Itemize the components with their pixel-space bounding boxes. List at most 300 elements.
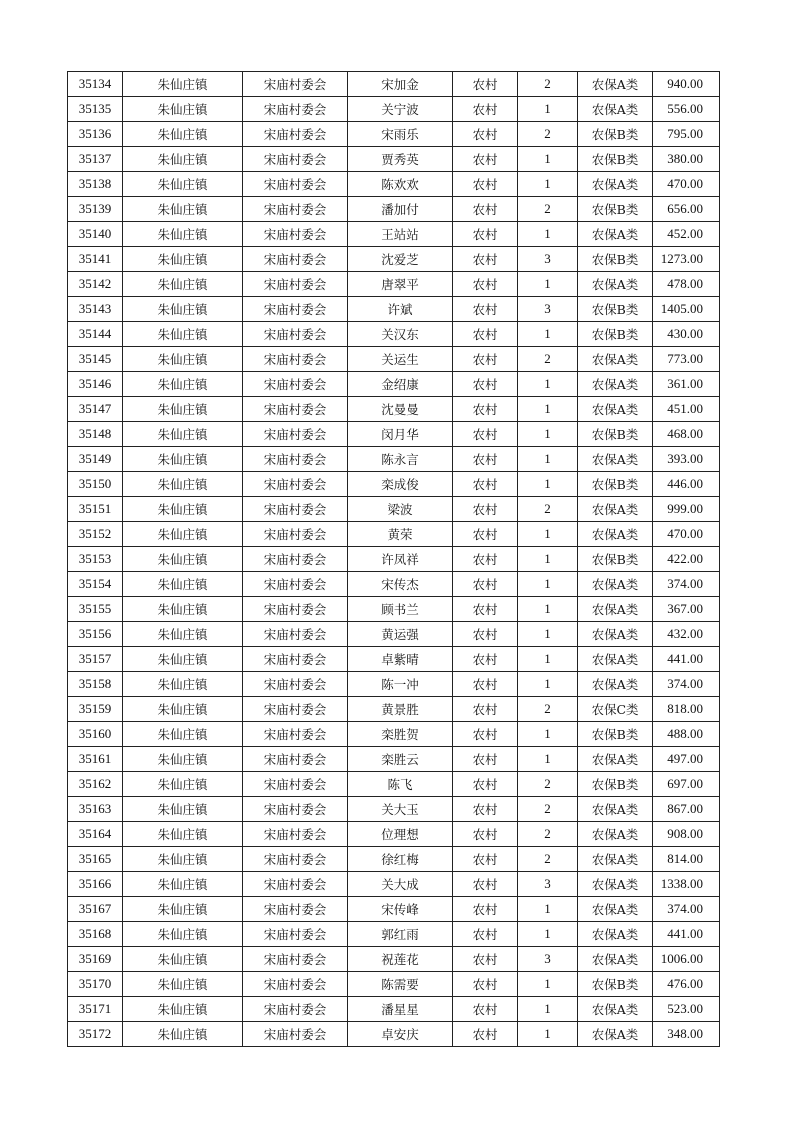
area-type-cell: 农村 <box>453 922 518 947</box>
table-row <box>68 797 720 822</box>
area-type-cell: 农村 <box>453 797 518 822</box>
person-name-cell: 陈欢欢 <box>348 172 453 197</box>
household-count-cell: 1 <box>518 272 578 297</box>
household-count-cell: 3 <box>518 947 578 972</box>
insurance-type-cell: 农保A类 <box>578 372 653 397</box>
village-committee-cell: 宋庙村委会 <box>243 647 348 672</box>
record-id-cell: 35161 <box>68 747 123 772</box>
village-committee-cell: 宋庙村委会 <box>243 97 348 122</box>
village-committee-cell: 宋庙村委会 <box>243 697 348 722</box>
insurance-type-cell: 农保A类 <box>578 522 653 547</box>
area-type-cell: 农村 <box>453 297 518 322</box>
insurance-type-cell: 农保B类 <box>578 472 653 497</box>
amount-cell: 470.00 <box>653 172 720 197</box>
town-cell: 朱仙庄镇 <box>123 222 243 247</box>
amount-cell: 940.00 <box>653 72 720 97</box>
household-count-cell: 1 <box>518 472 578 497</box>
town-cell: 朱仙庄镇 <box>123 672 243 697</box>
table-row <box>68 72 720 97</box>
insurance-type-cell: 农保A类 <box>578 597 653 622</box>
village-committee-cell: 宋庙村委会 <box>243 672 348 697</box>
table-row <box>68 122 720 147</box>
household-count-cell: 3 <box>518 247 578 272</box>
table-row <box>68 297 720 322</box>
record-id-cell: 35155 <box>68 597 123 622</box>
household-count-cell: 2 <box>518 797 578 822</box>
area-type-cell: 农村 <box>453 572 518 597</box>
table-row <box>68 497 720 522</box>
village-committee-cell: 宋庙村委会 <box>243 972 348 997</box>
table-row <box>68 922 720 947</box>
village-committee-cell: 宋庙村委会 <box>243 547 348 572</box>
insurance-type-cell: 农保A类 <box>578 397 653 422</box>
table-row <box>68 647 720 672</box>
record-id-cell: 35164 <box>68 822 123 847</box>
record-id-cell: 35138 <box>68 172 123 197</box>
insurance-type-cell: 农保A类 <box>578 497 653 522</box>
amount-cell: 818.00 <box>653 697 720 722</box>
village-committee-cell: 宋庙村委会 <box>243 722 348 747</box>
household-count-cell: 2 <box>518 847 578 872</box>
record-id-cell: 35158 <box>68 672 123 697</box>
table-row <box>68 847 720 872</box>
household-count-cell: 2 <box>518 497 578 522</box>
insurance-type-cell: 农保B类 <box>578 722 653 747</box>
table-row <box>68 672 720 697</box>
amount-cell: 1273.00 <box>653 247 720 272</box>
amount-cell: 814.00 <box>653 847 720 872</box>
insurance-type-cell: 农保A类 <box>578 847 653 872</box>
village-committee-cell: 宋庙村委会 <box>243 297 348 322</box>
person-name-cell: 许凤祥 <box>348 547 453 572</box>
insurance-type-cell: 农保A类 <box>578 647 653 672</box>
amount-cell: 380.00 <box>653 147 720 172</box>
person-name-cell: 位理想 <box>348 822 453 847</box>
town-cell: 朱仙庄镇 <box>123 272 243 297</box>
person-name-cell: 栾胜贺 <box>348 722 453 747</box>
table-row <box>68 547 720 572</box>
area-type-cell: 农村 <box>453 997 518 1022</box>
household-count-cell: 2 <box>518 822 578 847</box>
insurance-type-cell: 农保A类 <box>578 822 653 847</box>
area-type-cell: 农村 <box>453 972 518 997</box>
document-table-container <box>67 71 720 1047</box>
record-id-cell: 35152 <box>68 522 123 547</box>
village-committee-cell: 宋庙村委会 <box>243 347 348 372</box>
amount-cell: 430.00 <box>653 322 720 347</box>
amount-cell: 1006.00 <box>653 947 720 972</box>
household-count-cell: 1 <box>518 672 578 697</box>
household-count-cell: 1 <box>518 922 578 947</box>
household-count-cell: 2 <box>518 347 578 372</box>
amount-cell: 795.00 <box>653 122 720 147</box>
person-name-cell: 宋传杰 <box>348 572 453 597</box>
amount-cell: 497.00 <box>653 747 720 772</box>
household-count-cell: 1 <box>518 647 578 672</box>
town-cell: 朱仙庄镇 <box>123 772 243 797</box>
insurance-type-cell: 农保B类 <box>578 547 653 572</box>
area-type-cell: 农村 <box>453 197 518 222</box>
village-committee-cell: 宋庙村委会 <box>243 622 348 647</box>
record-id-cell: 35135 <box>68 97 123 122</box>
household-count-cell: 1 <box>518 997 578 1022</box>
person-name-cell: 梁波 <box>348 497 453 522</box>
amount-cell: 432.00 <box>653 622 720 647</box>
household-count-cell: 2 <box>518 72 578 97</box>
record-id-cell: 35137 <box>68 147 123 172</box>
household-count-cell: 3 <box>518 872 578 897</box>
amount-cell: 393.00 <box>653 447 720 472</box>
town-cell: 朱仙庄镇 <box>123 497 243 522</box>
town-cell: 朱仙庄镇 <box>123 822 243 847</box>
town-cell: 朱仙庄镇 <box>123 447 243 472</box>
table-row <box>68 747 720 772</box>
record-id-cell: 35143 <box>68 297 123 322</box>
record-id-cell: 35165 <box>68 847 123 872</box>
record-id-cell: 35170 <box>68 972 123 997</box>
table-row <box>68 247 720 272</box>
area-type-cell: 农村 <box>453 1022 518 1047</box>
record-id-cell: 35142 <box>68 272 123 297</box>
record-id-cell: 35149 <box>68 447 123 472</box>
amount-cell: 451.00 <box>653 397 720 422</box>
insurance-type-cell: 农保A类 <box>578 72 653 97</box>
area-type-cell: 农村 <box>453 872 518 897</box>
table-row <box>68 397 720 422</box>
town-cell: 朱仙庄镇 <box>123 522 243 547</box>
insurance-type-cell: 农保A类 <box>578 1022 653 1047</box>
table-row <box>68 322 720 347</box>
area-type-cell: 农村 <box>453 822 518 847</box>
table-row <box>68 447 720 472</box>
insurance-type-cell: 农保B类 <box>578 247 653 272</box>
record-id-cell: 35146 <box>68 372 123 397</box>
area-type-cell: 农村 <box>453 497 518 522</box>
insurance-type-cell: 农保A类 <box>578 447 653 472</box>
table-row <box>68 622 720 647</box>
village-committee-cell: 宋庙村委会 <box>243 597 348 622</box>
person-name-cell: 宋雨乐 <box>348 122 453 147</box>
town-cell: 朱仙庄镇 <box>123 122 243 147</box>
insurance-type-cell: 农保B类 <box>578 972 653 997</box>
town-cell: 朱仙庄镇 <box>123 1022 243 1047</box>
relief-roster-table <box>67 71 720 1047</box>
town-cell: 朱仙庄镇 <box>123 947 243 972</box>
town-cell: 朱仙庄镇 <box>123 847 243 872</box>
town-cell: 朱仙庄镇 <box>123 747 243 772</box>
record-id-cell: 35160 <box>68 722 123 747</box>
village-committee-cell: 宋庙村委会 <box>243 772 348 797</box>
amount-cell: 374.00 <box>653 897 720 922</box>
amount-cell: 374.00 <box>653 672 720 697</box>
household-count-cell: 1 <box>518 747 578 772</box>
insurance-type-cell: 农保A类 <box>578 922 653 947</box>
village-committee-cell: 宋庙村委会 <box>243 272 348 297</box>
village-committee-cell: 宋庙村委会 <box>243 197 348 222</box>
record-id-cell: 35147 <box>68 397 123 422</box>
record-id-cell: 35151 <box>68 497 123 522</box>
record-id-cell: 35148 <box>68 422 123 447</box>
village-committee-cell: 宋庙村委会 <box>243 497 348 522</box>
area-type-cell: 农村 <box>453 422 518 447</box>
person-name-cell: 闵月华 <box>348 422 453 447</box>
record-id-cell: 35139 <box>68 197 123 222</box>
person-name-cell: 徐红梅 <box>348 847 453 872</box>
area-type-cell: 农村 <box>453 772 518 797</box>
amount-cell: 441.00 <box>653 922 720 947</box>
village-committee-cell: 宋庙村委会 <box>243 1022 348 1047</box>
person-name-cell: 关大玉 <box>348 797 453 822</box>
person-name-cell: 卓紫晴 <box>348 647 453 672</box>
village-committee-cell: 宋庙村委会 <box>243 72 348 97</box>
village-committee-cell: 宋庙村委会 <box>243 847 348 872</box>
person-name-cell: 陈一冲 <box>348 672 453 697</box>
area-type-cell: 农村 <box>453 547 518 572</box>
insurance-type-cell: 农保A类 <box>578 997 653 1022</box>
amount-cell: 523.00 <box>653 997 720 1022</box>
table-row <box>68 722 720 747</box>
town-cell: 朱仙庄镇 <box>123 647 243 672</box>
area-type-cell: 农村 <box>453 272 518 297</box>
person-name-cell: 栾胜云 <box>348 747 453 772</box>
amount-cell: 422.00 <box>653 547 720 572</box>
village-committee-cell: 宋庙村委会 <box>243 172 348 197</box>
person-name-cell: 黄运强 <box>348 622 453 647</box>
town-cell: 朱仙庄镇 <box>123 72 243 97</box>
table-row <box>68 897 720 922</box>
record-id-cell: 35163 <box>68 797 123 822</box>
record-id-cell: 35141 <box>68 247 123 272</box>
household-count-cell: 1 <box>518 222 578 247</box>
table-row <box>68 772 720 797</box>
person-name-cell: 关汉东 <box>348 322 453 347</box>
insurance-type-cell: 农保A类 <box>578 947 653 972</box>
village-committee-cell: 宋庙村委会 <box>243 947 348 972</box>
record-id-cell: 35159 <box>68 697 123 722</box>
town-cell: 朱仙庄镇 <box>123 972 243 997</box>
amount-cell: 1338.00 <box>653 872 720 897</box>
town-cell: 朱仙庄镇 <box>123 697 243 722</box>
town-cell: 朱仙庄镇 <box>123 197 243 222</box>
village-committee-cell: 宋庙村委会 <box>243 122 348 147</box>
amount-cell: 908.00 <box>653 822 720 847</box>
town-cell: 朱仙庄镇 <box>123 622 243 647</box>
village-committee-cell: 宋庙村委会 <box>243 147 348 172</box>
table-row <box>68 697 720 722</box>
town-cell: 朱仙庄镇 <box>123 547 243 572</box>
amount-cell: 468.00 <box>653 422 720 447</box>
area-type-cell: 农村 <box>453 222 518 247</box>
record-id-cell: 35153 <box>68 547 123 572</box>
area-type-cell: 农村 <box>453 647 518 672</box>
area-type-cell: 农村 <box>453 172 518 197</box>
area-type-cell: 农村 <box>453 747 518 772</box>
insurance-type-cell: 农保A类 <box>578 572 653 597</box>
area-type-cell: 农村 <box>453 597 518 622</box>
area-type-cell: 农村 <box>453 322 518 347</box>
area-type-cell: 农村 <box>453 372 518 397</box>
person-name-cell: 关运生 <box>348 347 453 372</box>
person-name-cell: 贾秀英 <box>348 147 453 172</box>
person-name-cell: 陈需要 <box>348 972 453 997</box>
amount-cell: 488.00 <box>653 722 720 747</box>
area-type-cell: 农村 <box>453 947 518 972</box>
table-row <box>68 872 720 897</box>
area-type-cell: 农村 <box>453 697 518 722</box>
person-name-cell: 陈飞 <box>348 772 453 797</box>
table-row <box>68 272 720 297</box>
person-name-cell: 关大成 <box>348 872 453 897</box>
person-name-cell: 潘加付 <box>348 197 453 222</box>
town-cell: 朱仙庄镇 <box>123 997 243 1022</box>
household-count-cell: 1 <box>518 322 578 347</box>
table-row <box>68 422 720 447</box>
household-count-cell: 1 <box>518 722 578 747</box>
amount-cell: 867.00 <box>653 797 720 822</box>
amount-cell: 1405.00 <box>653 297 720 322</box>
amount-cell: 470.00 <box>653 522 720 547</box>
village-committee-cell: 宋庙村委会 <box>243 472 348 497</box>
record-id-cell: 35172 <box>68 1022 123 1047</box>
village-committee-cell: 宋庙村委会 <box>243 422 348 447</box>
household-count-cell: 1 <box>518 172 578 197</box>
amount-cell: 656.00 <box>653 197 720 222</box>
insurance-type-cell: 农保A类 <box>578 222 653 247</box>
record-id-cell: 35167 <box>68 897 123 922</box>
record-id-cell: 35166 <box>68 872 123 897</box>
amount-cell: 361.00 <box>653 372 720 397</box>
table-row <box>68 822 720 847</box>
person-name-cell: 许斌 <box>348 297 453 322</box>
household-count-cell: 2 <box>518 197 578 222</box>
person-name-cell: 顾书兰 <box>348 597 453 622</box>
town-cell: 朱仙庄镇 <box>123 172 243 197</box>
table-body <box>68 72 720 1047</box>
person-name-cell: 沈爱芝 <box>348 247 453 272</box>
village-committee-cell: 宋庙村委会 <box>243 897 348 922</box>
table-row <box>68 1022 720 1047</box>
town-cell: 朱仙庄镇 <box>123 322 243 347</box>
area-type-cell: 农村 <box>453 672 518 697</box>
table-row <box>68 997 720 1022</box>
record-id-cell: 35150 <box>68 472 123 497</box>
household-count-cell: 1 <box>518 597 578 622</box>
person-name-cell: 沈曼曼 <box>348 397 453 422</box>
household-count-cell: 1 <box>518 422 578 447</box>
household-count-cell: 1 <box>518 1022 578 1047</box>
insurance-type-cell: 农保A类 <box>578 272 653 297</box>
village-committee-cell: 宋庙村委会 <box>243 822 348 847</box>
area-type-cell: 农村 <box>453 847 518 872</box>
person-name-cell: 宋传峰 <box>348 897 453 922</box>
area-type-cell: 农村 <box>453 97 518 122</box>
person-name-cell: 陈永言 <box>348 447 453 472</box>
table-row <box>68 522 720 547</box>
area-type-cell: 农村 <box>453 122 518 147</box>
town-cell: 朱仙庄镇 <box>123 247 243 272</box>
area-type-cell: 农村 <box>453 247 518 272</box>
table-row <box>68 222 720 247</box>
person-name-cell: 关宁波 <box>348 97 453 122</box>
village-committee-cell: 宋庙村委会 <box>243 522 348 547</box>
insurance-type-cell: 农保B类 <box>578 147 653 172</box>
person-name-cell: 潘星星 <box>348 997 453 1022</box>
household-count-cell: 2 <box>518 122 578 147</box>
village-committee-cell: 宋庙村委会 <box>243 247 348 272</box>
town-cell: 朱仙庄镇 <box>123 422 243 447</box>
town-cell: 朱仙庄镇 <box>123 922 243 947</box>
town-cell: 朱仙庄镇 <box>123 722 243 747</box>
village-committee-cell: 宋庙村委会 <box>243 572 348 597</box>
town-cell: 朱仙庄镇 <box>123 572 243 597</box>
town-cell: 朱仙庄镇 <box>123 472 243 497</box>
village-committee-cell: 宋庙村委会 <box>243 872 348 897</box>
insurance-type-cell: 农保A类 <box>578 97 653 122</box>
village-committee-cell: 宋庙村委会 <box>243 222 348 247</box>
record-id-cell: 35154 <box>68 572 123 597</box>
household-count-cell: 1 <box>518 397 578 422</box>
insurance-type-cell: 农保B类 <box>578 422 653 447</box>
record-id-cell: 35171 <box>68 997 123 1022</box>
table-row <box>68 97 720 122</box>
town-cell: 朱仙庄镇 <box>123 597 243 622</box>
person-name-cell: 王站站 <box>348 222 453 247</box>
record-id-cell: 35134 <box>68 72 123 97</box>
household-count-cell: 1 <box>518 972 578 997</box>
record-id-cell: 35156 <box>68 622 123 647</box>
household-count-cell: 1 <box>518 147 578 172</box>
town-cell: 朱仙庄镇 <box>123 297 243 322</box>
table-row <box>68 372 720 397</box>
person-name-cell: 金绍康 <box>348 372 453 397</box>
table-row <box>68 147 720 172</box>
town-cell: 朱仙庄镇 <box>123 147 243 172</box>
record-id-cell: 35169 <box>68 947 123 972</box>
person-name-cell: 唐翠平 <box>348 272 453 297</box>
insurance-type-cell: 农保B类 <box>578 122 653 147</box>
amount-cell: 446.00 <box>653 472 720 497</box>
area-type-cell: 农村 <box>453 622 518 647</box>
insurance-type-cell: 农保A类 <box>578 872 653 897</box>
record-id-cell: 35162 <box>68 772 123 797</box>
amount-cell: 441.00 <box>653 647 720 672</box>
amount-cell: 367.00 <box>653 597 720 622</box>
household-count-cell: 1 <box>518 897 578 922</box>
village-committee-cell: 宋庙村委会 <box>243 747 348 772</box>
record-id-cell: 35136 <box>68 122 123 147</box>
household-count-cell: 1 <box>518 97 578 122</box>
record-id-cell: 35140 <box>68 222 123 247</box>
insurance-type-cell: 农保B类 <box>578 322 653 347</box>
amount-cell: 476.00 <box>653 972 720 997</box>
insurance-type-cell: 农保A类 <box>578 622 653 647</box>
table-row <box>68 172 720 197</box>
table-row <box>68 947 720 972</box>
area-type-cell: 农村 <box>453 722 518 747</box>
village-committee-cell: 宋庙村委会 <box>243 922 348 947</box>
amount-cell: 697.00 <box>653 772 720 797</box>
amount-cell: 999.00 <box>653 497 720 522</box>
insurance-type-cell: 农保A类 <box>578 897 653 922</box>
area-type-cell: 农村 <box>453 147 518 172</box>
record-id-cell: 35145 <box>68 347 123 372</box>
table-row <box>68 197 720 222</box>
town-cell: 朱仙庄镇 <box>123 347 243 372</box>
village-committee-cell: 宋庙村委会 <box>243 322 348 347</box>
table-row <box>68 472 720 497</box>
town-cell: 朱仙庄镇 <box>123 897 243 922</box>
insurance-type-cell: 农保A类 <box>578 347 653 372</box>
